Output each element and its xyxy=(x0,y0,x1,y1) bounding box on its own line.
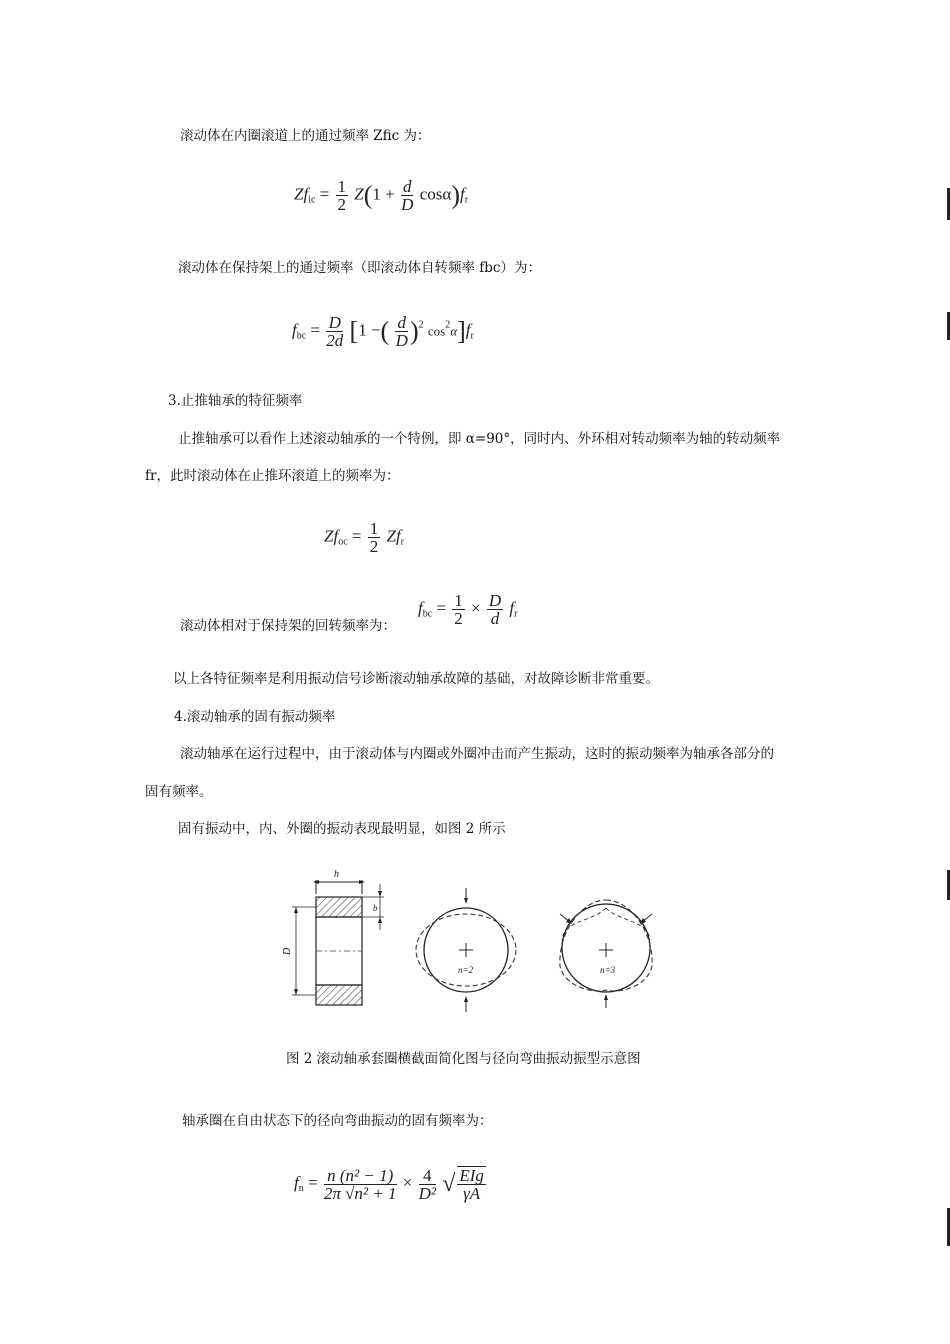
paragraph: 滚动体在保持架上的通过频率（即滚动体自转频率 fbc）为： xyxy=(178,260,541,276)
formula-thrust-race-frequency: $Zf_{oc}$ = $\frac{1}{2}$ $Zf_r$ xyxy=(324,519,405,556)
paragraph: 轴承圈在自由状态下的径向弯曲振动的固有频率为： xyxy=(182,1113,493,1129)
dimension-h-label: h xyxy=(334,869,339,880)
formula-natural-frequency: $f_n$ = $\frac{\text{n (n² − 1)}}{\text{2π √n² + 1}}$ × $\frac{4}{\text{D²}}$ √ $\frac{\text{EIg}}{\gamma A}$ xyxy=(294,1165,484,1203)
formula-inner-race-frequency: $Zf_{ic}$ = $\frac{1}{2}$ Z(1 + $\frac{d}{D}$ $\cos\alpha)f_r$ xyxy=(294,177,469,214)
vibration-mode-n2 xyxy=(416,888,516,1012)
figure-bearing-ring-diagram xyxy=(270,862,670,1022)
paragraph: fr，此时滚动体在止推环滚道上的频率为： xyxy=(145,468,400,484)
paragraph: 以上各特征频率是利用振动信号诊断滚动轴承故障的基础，对故障诊断非常重要。 xyxy=(173,671,659,687)
section-heading: 3.止推轴承的特征频率 xyxy=(168,393,303,409)
vibration-mode-n3 xyxy=(560,900,652,1008)
dimension-b-label: b xyxy=(373,903,378,913)
ring-cross-section xyxy=(282,869,384,1005)
figure-caption: 图 2 滚动轴承套圈横截面简化图与径向弯曲振动振型示意图 xyxy=(286,1051,641,1067)
mode-n2-label: n=2 xyxy=(458,965,474,975)
paragraph: 固有振动中，内、外圈的振动表现最明显，如图 2 所示 xyxy=(178,821,506,837)
mode-n3-label: n=3 xyxy=(600,965,616,975)
paragraph: 止推轴承可以看作上述滚动轴承的一个特例，即 α=90°，同时内、外环相对转动频率为轴的转动频率 xyxy=(178,431,781,447)
paragraph: 固有频率。 xyxy=(145,784,213,800)
formula-cage-rotation-frequency: $f_{bc}$ = $\frac{1}{2}$ × $\frac{D}{d}$ $f_r$ xyxy=(418,591,518,628)
paragraph: 滚动体在内圈滚道上的通过频率 Zfic 为： xyxy=(180,128,431,144)
dimension-D-label: D xyxy=(282,947,293,955)
paragraph: 滚动轴承在运行过程中，由于滚动体与内圈或外圈冲击而产生振动，这时的振动频率为轴承各部分的 xyxy=(180,746,774,762)
formula-cage-frequency: $f_{bc}$ = $\frac{D}{2d}$ [1 −( $\frac{d}{D}$ )$^2$ $\cos^2\alpha]f_r$ xyxy=(292,313,474,350)
section-heading: 4.滚动轴承的固有振动频率 xyxy=(174,709,336,725)
paragraph: 滚动体相对于保持架的回转频率为： xyxy=(180,618,396,634)
